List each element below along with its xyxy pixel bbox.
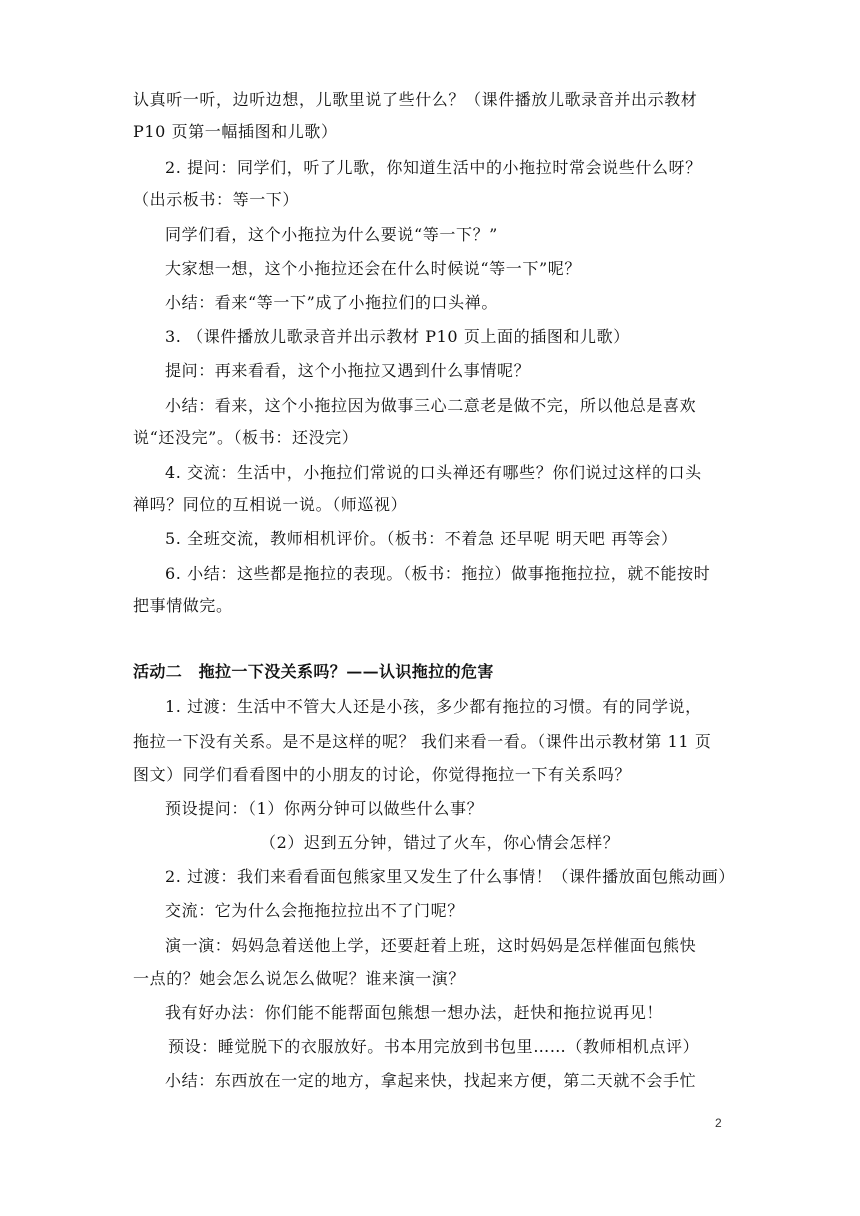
body-line: 禅吗？同位的互相说一说。（师巡视） [133, 495, 408, 514]
body-line: 拖拉一下没有关系。是不是这样的呢？ 我们来看一看。（课件出示教材第 11 页 [133, 732, 712, 751]
body-line: 一点的？她会怎么说怎么做呢？谁来演一演？ [133, 969, 466, 988]
body-line: 我有好办法：你们能不能帮面包熊想一想办法，赶快和拖拉说再见！ [165, 1003, 664, 1022]
section-heading: 活动二 拖拉一下没关系吗？——认识拖拉的危害 [133, 662, 494, 681]
body-line: 小结：东西放在一定的地方，拿起来快，找起来方便，第二天就不会手忙 [165, 1071, 697, 1090]
body-line: 交流：它为什么会拖拖拉拉出不了门呢？ [165, 901, 464, 920]
body-line: 3. （课件播放儿歌录音并出示教材 P10 页上面的插图和儿歌） [165, 327, 630, 346]
body-line: 预设：睡觉脱下的衣服放好。书本用完放到书包里……（教师相机点评） [168, 1037, 700, 1056]
body-line: 把事情做完。 [133, 596, 233, 615]
body-line: 演一演：妈妈急着送他上学，还要赶着上班，这时妈妈是怎样催面包熊快 [165, 936, 697, 955]
body-line: 小结：看来，这个小拖拉因为做事三心二意老是做不完，所以他总是喜欢 [165, 396, 697, 415]
body-line: （出示板书：等一下） [133, 190, 300, 209]
body-line: 6. 小结：这些都是拖拉的表现。（板书：拖拉）做事拖拖拉拉，就不能按时 [165, 564, 711, 583]
body-line: 图文）同学们看看图中的小朋友的讨论，你觉得拖拉一下有关系吗？ [133, 765, 632, 784]
body-line: 提问：再来看看，这个小拖拉又遇到什么事情呢？ [165, 361, 531, 380]
body-line: 4. 交流：生活中，小拖拉们常说的口头禅还有哪些？你们说过这样的口头 [165, 463, 702, 482]
body-line: 预设提问：（1）你两分钟可以做些什么事？ [165, 799, 484, 818]
body-line: 2. 提问：同学们，听了儿歌，你知道生活中的小拖拉时常会说些什么呀？ [165, 158, 702, 177]
page-number: 2 [715, 1116, 722, 1130]
body-line: 2. 过渡：我们来看看面包熊家里又发生了什么事情！（课件播放面包熊动画） [165, 867, 735, 886]
body-line: （2）迟到五分钟，错过了火车，你心情会怎样？ [260, 833, 620, 852]
body-line: 大家想一想，这个小拖拉还会在什么时候说“等一下”呢？ [165, 259, 581, 278]
body-line: 小结：看来“等一下”成了小拖拉们的口头禅。 [165, 293, 498, 312]
body-line: 1. 过渡：生活中不管大人还是小孩，多少都有拖拉的习惯。有的同学说， [165, 697, 702, 716]
body-line: 说“还没完”。（板书：还没完） [133, 428, 359, 447]
body-line: 同学们看，这个小拖拉为什么要说“等一下？” [165, 225, 498, 244]
body-line: 5. 全班交流，教师相机评价。（板书：不着急 还早呢 明天吧 再等会） [165, 529, 678, 548]
body-line: P10 页第一幅插图和儿歌） [133, 122, 338, 141]
body-line: 认真听一听，边听边想，儿歌里说了些什么？（课件播放儿歌录音并出示教材 [133, 90, 698, 109]
